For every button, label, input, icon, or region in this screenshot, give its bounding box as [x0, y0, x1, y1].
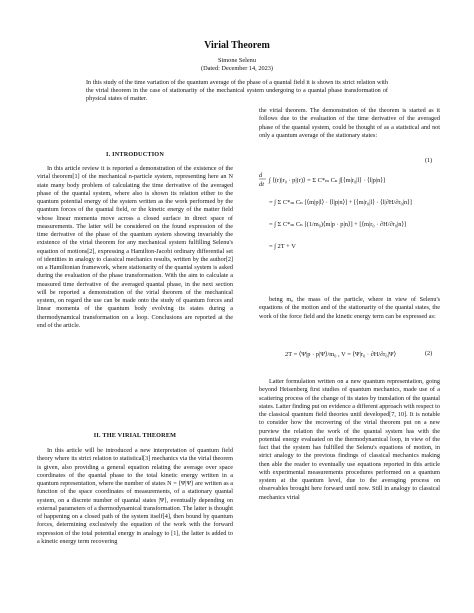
equation-1	[259, 167, 444, 287]
svg-text:d: d	[259, 172, 263, 179]
virial-paragraph: In this article will be introduced a new interpretation of quantum field theory where its strict relation to statistical[3] mechanics via the virial theorem is given, also providing a general equation relating the average over space coordinates of the quantal phase to the total kinetic energy written in a quantum representation, where the number of states N = ⟨Ψ|Ψ⟩ are written as a function of the space coordinates of measurements, of a stationary quantal system, on a discrete number of quantal states |Ψ⟩, eventually depending on external parameters of a thermodynamical transformation. The latter is thought of happening on a closed path of the system itself[4], then bound by quantum forces, determining exclusively the equation of the work with the forward expression of the total potential energy in analogy to [1], the latter is added to a kinetic energy term recovering	[37, 447, 233, 545]
virial-body	[37, 447, 233, 546]
being-text	[259, 296, 440, 321]
svg-text:= ∫ 2T + V: = ∫ 2T + V	[269, 243, 296, 250]
introduction-body	[37, 165, 233, 330]
section-heading-introduction: I. INTRODUCTION	[105, 151, 164, 158]
svg-text:∫ ⟨(r)|r₀ · p|(r)⟩ = Σ C*ₘ Cₙ: ∫ ⟨(r)|r₀ · p|(r)⟩ = Σ C*ₘ Cₙ ∫[⟨m|r₀|l⟩ · ⟨l|p|n⟩]	[269, 177, 385, 184]
being-paragraph: being m₀ the mass of the particle, where in view of Selenu's equations of the motion and of the stationarity of the quantal states, the work of the force field and the kinetic energy term can be expressed as:	[259, 296, 440, 320]
latter-paragraph: Latter formulation written on a new quantum representation, going beyond Heisenberg first studies of quantum mechanics, made use of a scattering process of the change of its states by translation of the quantal states. Latter finding put on evidence a different approach with respect to the classical quantum field theories until developed[7, 10]. It is notable to consider how the recovering of the virial theorem put on a new purview the relation the work of the quantal system has with the potential energy evaluated on the thermodynamical loop, in view of the fact that the system has fulfilled the Selenu's equations of motion, in strict analogy to the previous findings of classical mechanics making then able the reader to eventually use equations reported in this article with experimental measurements procedures performed on a quantum system at the quantum level, due to the averaging process on observables brought here forward until now. Still in analogy to classical mechanics virial	[259, 378, 440, 501]
equation-1-number: (1)	[425, 157, 433, 164]
right-intro-paragraph: the virial theorem. The demonstration of the theorem is started as it follows due to the evaluation of the time derivative of the averaged phase of the quantal system, could be thought of as a statistical and not only a quantum average of the stationary states:	[259, 107, 440, 139]
svg-text:= ∫ Σ C*ₘ Cₙ [(1/m₀)⟨m|p · p|n: = ∫ Σ C*ₘ Cₙ [(1/m₀)⟨m|p · p|n⟩] + [⟨m|r₀ · ∂H/∂r₀|n⟩]	[269, 221, 407, 228]
equation-2-number: (2)	[425, 350, 433, 357]
section-heading-virial-theorem: II. THE VIRIAL THEOREM	[93, 432, 177, 439]
equation-2	[285, 340, 425, 370]
paper-author: Simone Selenu	[218, 57, 256, 64]
paper-title: Virial Theorem	[204, 40, 270, 51]
paper-date: (Dated: December 14, 2023)	[200, 65, 274, 72]
paper-abstract: In this study of the time variation of the quantum average of the phase of a quantal field it is shown its strict relation with the virial theorem in the case of stationarity of the mechanical system undergoing to a quantal phase transformation of physical states of matter.	[86, 79, 388, 102]
svg-text:= ∫ Σ C*ₘ Cₙ [⟨m|p|l⟩ · ⟨l|p|n: = ∫ Σ C*ₘ Cₙ [⟨m|p|l⟩ · ⟨l|p|n⟩] + [⟨m|r₀|l⟩ · ⟨l|∂H/∂r₀|n⟩]	[269, 199, 412, 206]
svg-text:dt: dt	[259, 181, 264, 188]
svg-text:2T = ⟨Ψ|p · p|Ψ⟩/m₀ , V = ⟨Ψ|r: 2T = ⟨Ψ|p · p|Ψ⟩/m₀ , V = ⟨Ψ|r₀ · ∂H/∂r₀|Ψ⟩	[285, 351, 397, 358]
latter-text	[259, 378, 440, 502]
right-intro-text	[259, 107, 440, 140]
introduction-paragraph: In this article review it is reported a demonstration of the existence of the virial theorem[1] of the mechanical n-particle system, representing here an N state many body problem of calculating the time derivative of the averaged phase of the quantal system, where also is shown its relation either to the quantum potential energy of the system written as the work performed by the quantum forces of the quantal field, or the kinetic energy of the matter field whose linear momenta move across a closed surface in direct space of measurements. The latter will be considered on the found expression of the time derivative of the phase of the quantum system showing invariably the existence of the virial theorem for any mechanical system fulfilling Selenu's equation of motions[2], expressing a Hamilton-Jacobi ordinary differential set of identities in analogy to classical mechanics results, written by the author[2] on a Hamiltonian framework, where stationarity of the quantal system is asked during the evaluation of the phase transformation. With the aim to calculate a measured time derivative of the averaged quantal phase, in the next section will be reported a demonstration of the virial theorem of the mechanical system, on regard the use can be made onto the study of quantum forces and linear momenta of the quantum body evolving its states during a thermodynamical transformation on a loop. Conclusions are reported at the end of the article.	[37, 165, 233, 329]
